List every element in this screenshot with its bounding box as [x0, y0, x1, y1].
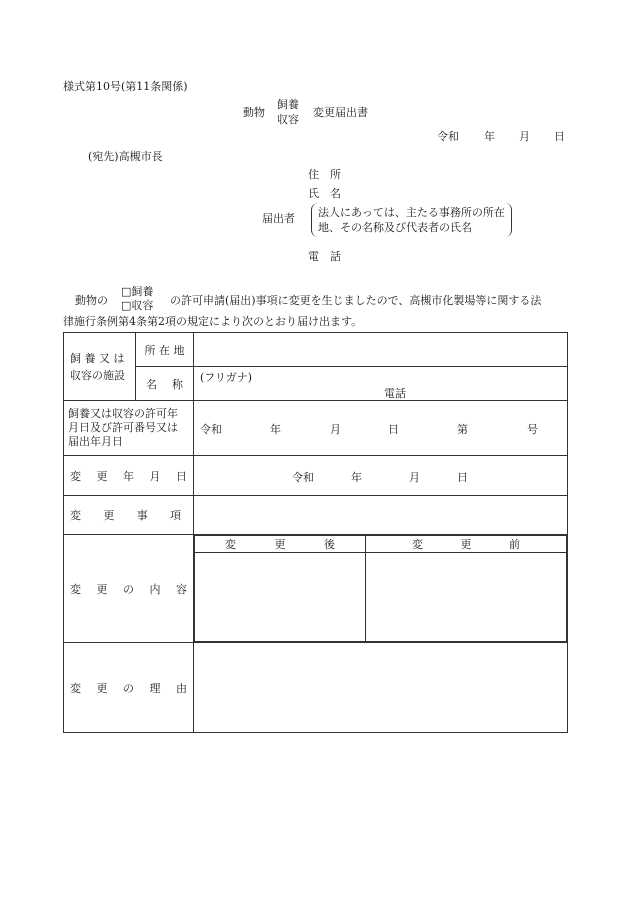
- change-reason-char4: 理: [149, 681, 161, 695]
- name-label-char2: 称: [172, 377, 183, 391]
- table-row-change-reason: [64, 643, 568, 733]
- table-row-change-item: [64, 496, 568, 535]
- applicant-label: 届出者: [262, 212, 295, 225]
- change-date-label: [64, 456, 194, 496]
- change-date-month: 月: [409, 471, 420, 484]
- applicant-name-label: 氏 名: [308, 187, 341, 200]
- permit-day: 日: [388, 423, 399, 436]
- change-item-char2: 更: [103, 509, 115, 522]
- form-table: [63, 332, 568, 733]
- applicant-phone-label: 電 話: [308, 250, 341, 263]
- title-stack-top: 飼養: [277, 98, 299, 111]
- permit-label-line1: 飼養又は収容の許可年: [68, 407, 178, 420]
- permit-era: 令和: [200, 423, 222, 436]
- change-reason-char2: 更: [96, 681, 108, 695]
- after-content-field[interactable]: [195, 553, 366, 642]
- table-row-name: [64, 367, 568, 401]
- applicant-address-label: 住 所: [308, 168, 341, 181]
- table-row-change-date: [64, 456, 568, 496]
- body-line1: の許可申請(届出)事項に変更を生じましたので、高槻市化製場等に関する法: [170, 294, 542, 307]
- change-reason-char1: 変: [70, 681, 81, 695]
- name-field[interactable]: [194, 367, 568, 401]
- permit-label-line2: 月日及び許可番号又は: [68, 421, 178, 434]
- corporate-note-line2: 地、その名称及び代表者の氏名: [318, 221, 472, 234]
- change-content-subtable: [194, 535, 567, 642]
- table-row-permit: [64, 401, 568, 456]
- option-stack: [121, 285, 153, 313]
- change-date-char1: 変: [70, 469, 81, 483]
- location-field[interactable]: [194, 333, 568, 367]
- change-reason-label: [64, 643, 194, 733]
- change-date-year: 年: [351, 471, 362, 484]
- date-era: 令和: [437, 130, 459, 143]
- option-feeding: □飼養: [121, 285, 154, 298]
- change-item-label: [64, 496, 194, 535]
- after-header-char3: 後: [324, 538, 335, 551]
- change-item-field[interactable]: [194, 496, 568, 535]
- option-housing: □収容: [121, 299, 154, 312]
- addressee: (宛先)高槻市長: [88, 150, 163, 163]
- before-header-char1: 変: [412, 538, 423, 551]
- change-item-char3: 事: [136, 509, 148, 522]
- change-content-char5: 容: [176, 582, 187, 596]
- change-content-field: [194, 535, 568, 643]
- body-line2: 律施行条例第4条第2項の規定により次のとおり届け出ます。: [63, 315, 363, 328]
- title-stack: [277, 97, 299, 127]
- after-header: [195, 536, 366, 553]
- table-row-location: [64, 333, 568, 367]
- change-date-char5: 日: [176, 469, 187, 483]
- permit-year: 年: [270, 423, 281, 436]
- change-item-char4: 項: [169, 509, 181, 522]
- form-number: 様式第10号(第11条関係): [63, 80, 188, 93]
- change-reason-field[interactable]: [194, 643, 568, 733]
- corporate-note: [311, 203, 512, 237]
- furigana-label: (フリガナ): [200, 371, 253, 384]
- change-reason-char3: の: [123, 681, 134, 695]
- title-suffix: 変更届出書: [313, 106, 368, 119]
- body-prefix: 動物の: [75, 294, 108, 307]
- change-content-char3: の: [123, 582, 134, 596]
- change-content-label: [64, 535, 194, 643]
- before-header-char3: 前: [509, 538, 520, 551]
- after-header-char2: 更: [274, 538, 286, 551]
- change-content-char1: 変: [70, 582, 81, 596]
- change-content-char2: 更: [96, 582, 108, 596]
- permit-field[interactable]: [194, 401, 568, 456]
- change-date-char3: 年: [123, 469, 134, 483]
- name-phone-label: 電話: [384, 387, 406, 400]
- change-date-day: 日: [457, 471, 468, 484]
- change-content-char4: 内: [149, 582, 161, 596]
- change-item-char1: 変: [70, 509, 81, 522]
- facility-label: [64, 333, 136, 401]
- date-year: 年: [484, 130, 495, 143]
- change-reason-char5: 由: [176, 681, 187, 695]
- permit-label-line3: 届出年月日: [68, 435, 123, 448]
- change-date-char4: 月: [149, 469, 161, 483]
- permit-label: [64, 401, 194, 456]
- date-day: 日: [554, 130, 565, 143]
- change-date-char2: 更: [96, 469, 108, 483]
- change-date-era: 令和: [292, 471, 314, 484]
- name-label: [136, 367, 194, 401]
- permit-dai: 第: [457, 423, 468, 436]
- location-label: 所 在 地: [136, 333, 194, 367]
- table-row-change-content: [64, 535, 568, 643]
- permit-month: 月: [330, 423, 341, 436]
- date-month: 月: [519, 130, 530, 143]
- permit-go: 号: [527, 423, 538, 436]
- facility-label-line2: 収容の施設: [70, 368, 125, 382]
- corporate-note-line1: 法人にあっては、主たる事務所の所在: [318, 206, 505, 219]
- after-header-char1: 変: [225, 538, 236, 551]
- before-header-char2: 更: [460, 538, 472, 551]
- change-date-field[interactable]: [194, 456, 568, 496]
- before-content-field[interactable]: [366, 553, 567, 642]
- title-prefix: 動物: [243, 106, 265, 119]
- facility-label-line1: 飼 養 又 は: [70, 351, 125, 365]
- title-stack-bottom: 収容: [277, 113, 299, 126]
- name-label-char1: 名: [146, 377, 157, 391]
- before-header: [366, 536, 567, 553]
